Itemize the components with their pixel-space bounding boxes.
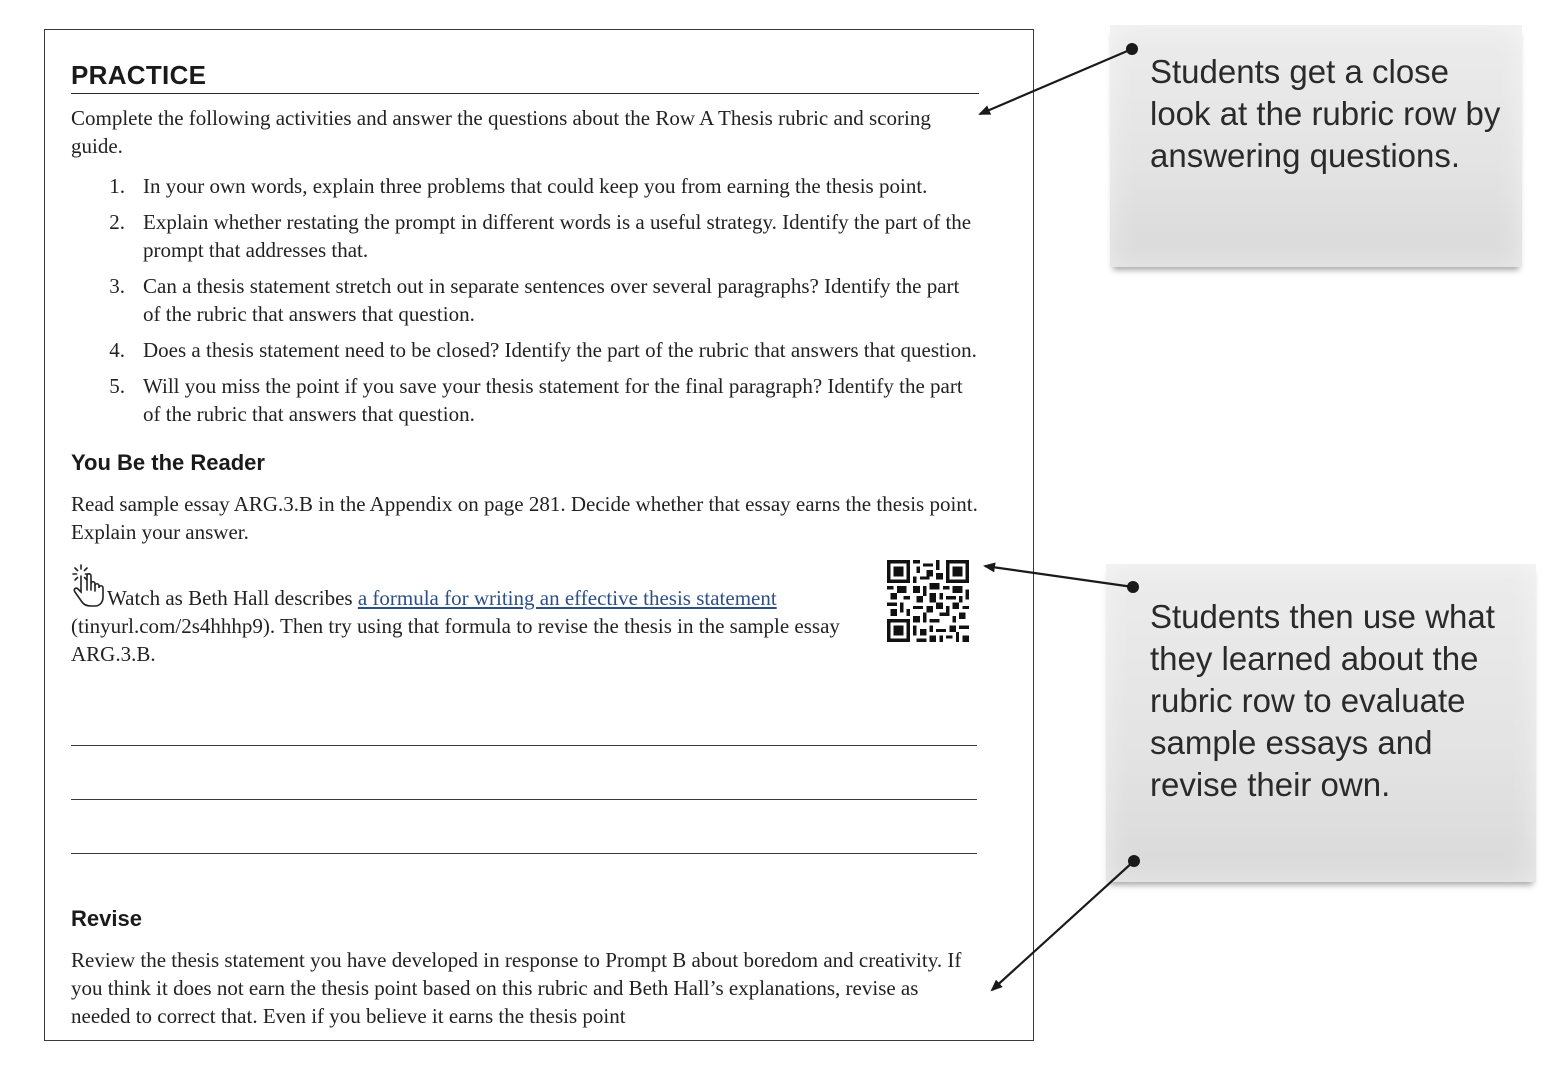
watch-prefix: Watch as Beth Hall describes [107,586,358,610]
practice-intro: Complete the following activities and answer the questions about the Row A Thesis rubric and scoring guide. [71,106,931,158]
practice-heading: PRACTICE [71,60,979,94]
qr-code-icon[interactable] [887,560,969,642]
watch-section [71,562,979,672]
question-text: Explain whether restating the prompt in different words is a useful strategy. Identify the part of the prompt that addresses that. [143,210,972,262]
reader-text: Read sample essay ARG.3.B in the Appendix on page 281. Decide whether that essay earns the thesis point. Explain your answer. [71,492,978,544]
answer-line[interactable] [71,746,977,800]
watch-text [71,584,871,668]
callout-text: Students then use what they learned about the rubric row to evaluate sample essays and revise their own. [1150,598,1495,803]
question-number: 1. [109,174,125,198]
question-item [71,208,979,264]
answer-lines[interactable] [71,692,979,854]
question-number: 2. [109,210,125,234]
callout-note-evaluate [1106,564,1536,882]
question-text: In your own words, explain three problems that could keep you from earning the thesis point. [143,174,928,198]
answer-line[interactable] [71,800,977,854]
question-item [71,172,979,200]
callout-text: Students get a close look at the rubric row by answering questions. [1150,53,1501,174]
callout-note-questions [1110,25,1522,267]
answer-line[interactable] [71,692,977,746]
worksheet-content [71,60,979,1030]
revise-text: Review the thesis statement you have developed in response to Prompt B about boredom and creativity. If you think it does not earn the thesis point based on this rubric and Beth Hall’s explanations, revise as needed to correct that. Even if you believe it earns the thesis point [71,948,962,1028]
thesis-formula-link[interactable]: a formula for writing an effective thesis statement [357,586,777,610]
question-list [71,172,979,428]
question-number: 3. [109,274,125,298]
question-number: 5. [109,374,125,398]
reader-heading: You Be the Reader [71,450,265,475]
question-text: Will you miss the point if you save your thesis statement for the final paragraph? Identify the part of the rubric that answers that question. [143,374,963,426]
question-number: 4. [109,338,125,362]
question-text: Does a thesis statement need to be closed? Identify the part of the rubric that answers that question. [143,338,977,362]
question-item [71,272,979,328]
question-item [71,372,979,428]
question-text: Can a thesis statement stretch out in separate sentences over several paragraphs? Identify the part of the rubric that answers that question. [143,274,960,326]
watch-suffix: (tinyurl.com/2s4hhhp9). Then try using that formula to revise the thesis in the sample essay ARG.3.B. [71,614,840,666]
question-item [71,336,979,364]
worksheet-page [44,29,1034,1041]
revise-heading: Revise [71,906,142,931]
